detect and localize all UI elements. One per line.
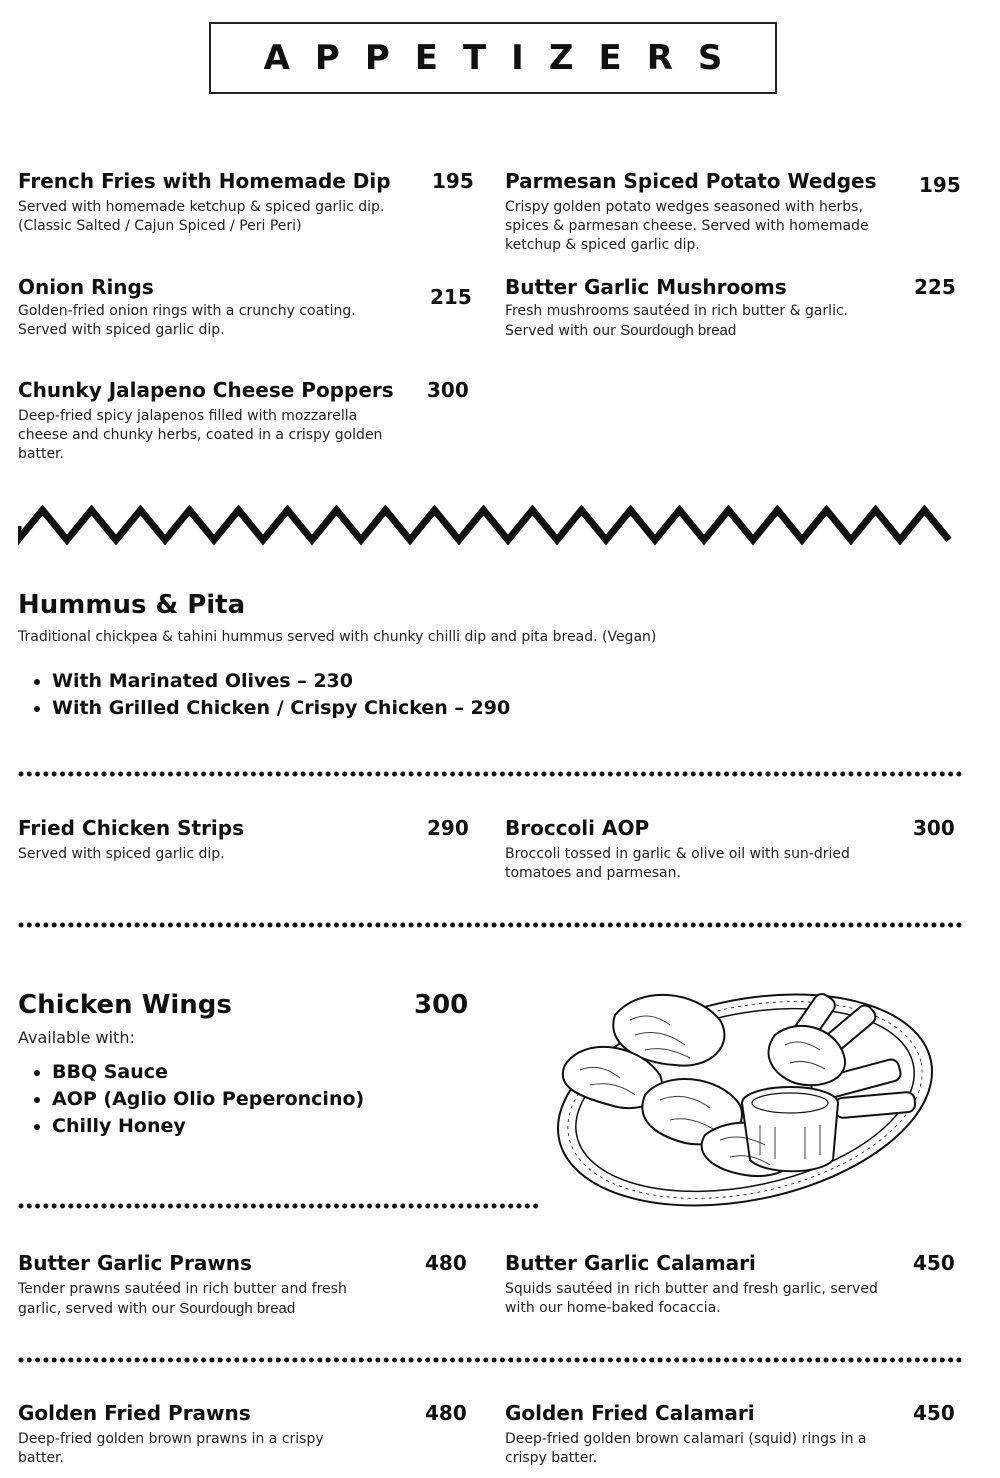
menu-item-golden-fried-calamari	[505, 1401, 960, 1471]
dotted-divider	[18, 1203, 546, 1209]
item-price: 195	[919, 173, 961, 197]
item-description	[505, 302, 848, 341]
item-description-bread: Sourdough bread	[620, 322, 737, 339]
item-description	[18, 1280, 347, 1319]
dotted-divider	[18, 1357, 966, 1363]
zigzag-divider	[18, 505, 973, 547]
item-price: 225	[914, 275, 956, 299]
hummus-title: Hummus & Pita	[18, 590, 246, 620]
wings-option: • Chilly Honey	[52, 1113, 364, 1140]
menu-item-broccoli-aop	[505, 816, 960, 886]
hummus-description: Traditional chickpea & tahini hummus served with chunky chilli dip and pita bread. (Vegan)	[18, 629, 657, 645]
menu-item-potato-wedges	[505, 169, 960, 259]
item-price: 480	[425, 1401, 467, 1425]
item-name: French Fries with Homemade Dip	[18, 169, 391, 193]
item-name: Butter Garlic Prawns	[18, 1251, 252, 1275]
wings-option: • BBQ Sauce	[52, 1059, 364, 1086]
item-price: 300	[913, 816, 955, 840]
item-price: 300	[427, 378, 469, 402]
item-name: Golden Fried Calamari	[505, 1401, 755, 1425]
item-price: 450	[913, 1251, 955, 1275]
menu-item-butter-garlic-prawns	[18, 1251, 468, 1321]
menu-item-golden-fried-prawns	[18, 1401, 468, 1471]
item-name: Parmesan Spiced Potato Wedges	[505, 169, 877, 193]
chicken-wings-illustration	[545, 975, 955, 1210]
menu-item-onion-rings	[18, 275, 472, 345]
item-description: Golden-fried onion rings with a crunchy coating. Served with spiced garlic dip.	[18, 303, 356, 338]
hummus-option: • With Marinated Olives – 230	[52, 668, 510, 695]
menu-item-butter-garlic-mushrooms	[505, 275, 960, 345]
item-name: Chunky Jalapeno Cheese Poppers	[18, 378, 394, 402]
wings-title: Chicken Wings	[18, 990, 232, 1020]
item-name: Butter Garlic Mushrooms	[505, 275, 787, 299]
wings-options	[18, 1059, 364, 1140]
item-description: Crispy golden potato wedges seasoned with herbs, spices & parmesan cheese. Served with homemade ketchup & spiced garlic dip.	[505, 199, 869, 253]
item-description: Deep-fried spicy jalapenos filled with mozzarella cheese and chunky herbs, coated in a crispy golden batter.	[18, 408, 383, 462]
hummus-option: • With Grilled Chicken / Crispy Chicken – 290	[52, 695, 510, 722]
item-name: Fried Chicken Strips	[18, 816, 245, 840]
menu-item-jalapeno-poppers	[18, 378, 468, 468]
item-price: 450	[913, 1401, 955, 1425]
item-name: Broccoli AOP	[505, 816, 650, 840]
item-name: Golden Fried Prawns	[18, 1401, 251, 1425]
menu-item-fried-chicken-strips	[18, 816, 468, 866]
item-description-text: Fresh mushrooms sautéed in rich butter & garlic. Served with our	[505, 303, 849, 339]
item-name: Onion Rings	[18, 275, 154, 299]
item-description: Served with spiced garlic dip.	[18, 846, 225, 862]
item-price: 215	[430, 285, 472, 309]
item-description: Deep-fried golden brown calamari (squid) rings in a crispy batter.	[505, 1431, 867, 1466]
wings-option: • AOP (Aglio Olio Peperoncino)	[52, 1086, 364, 1113]
item-description: Deep-fried golden brown prawns in a crispy batter.	[18, 1431, 324, 1466]
item-name: Butter Garlic Calamari	[505, 1251, 756, 1275]
item-description: Squids sautéed in rich butter and fresh garlic, served with our home-baked focaccia.	[505, 1281, 878, 1316]
menu-item-french-fries	[18, 169, 474, 239]
menu-title-box	[209, 22, 777, 94]
item-description: Served with homemade ketchup & spiced garlic dip. (Classic Salted / Cajun Spiced / Peri Peri)	[18, 199, 385, 234]
item-description: Broccoli tossed in garlic & olive oil with sun-dried tomatoes and parmesan.	[505, 846, 850, 881]
dotted-divider	[18, 771, 966, 777]
item-description-text: Tender prawns sautéed in rich butter and fresh garlic, served with our	[18, 1281, 347, 1317]
item-description-bread: Sourdough bread	[179, 1300, 296, 1317]
hummus-options	[18, 668, 510, 722]
wings-subtitle: Available with:	[18, 1028, 135, 1047]
dotted-divider	[18, 922, 966, 928]
item-price: 290	[427, 816, 469, 840]
item-price: 480	[425, 1251, 467, 1275]
menu-title: APPETIZERS	[263, 38, 748, 78]
menu-item-butter-garlic-calamari	[505, 1251, 960, 1321]
wings-price: 300	[414, 990, 469, 1020]
item-price: 195	[432, 169, 474, 193]
